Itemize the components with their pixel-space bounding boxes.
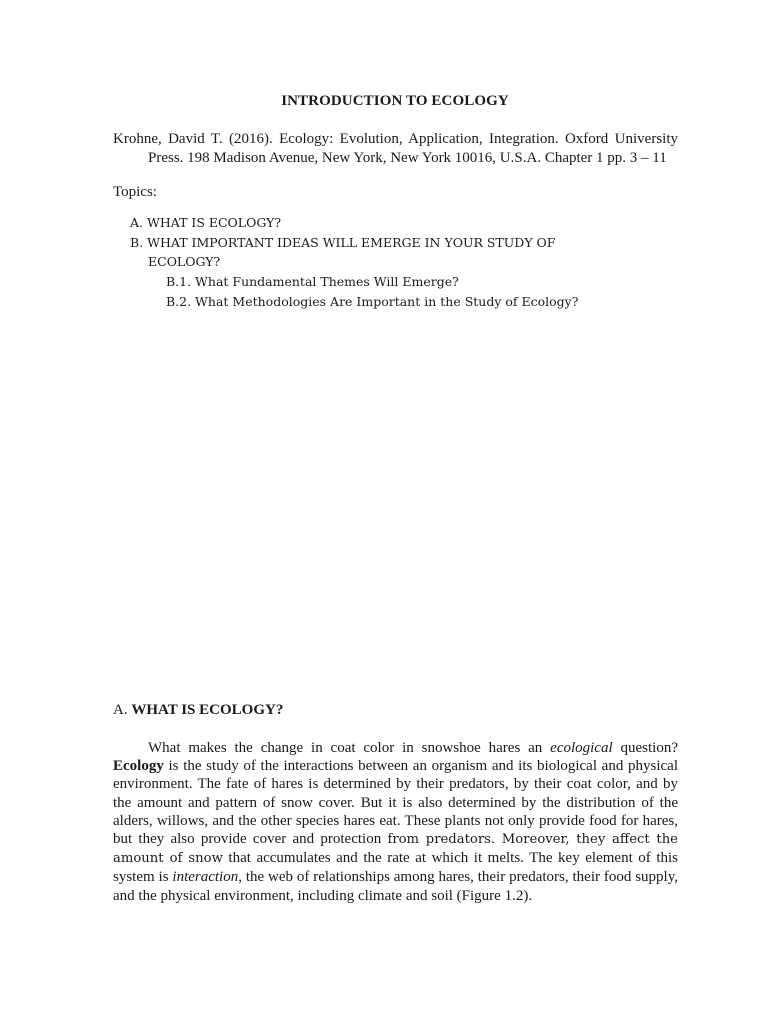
paragraph-text-3: is the study of the interactions between an organism and its biological and physical environment. The fate of hares is determined by their predators, by their coat color, and by the amount and pattern of snow cover. But it is also determined by the distribution of the alders, willows, and the other species hares eat. These plants not only provide food for hares, but they also provide cover and protection <box>113 758 678 848</box>
topic-item-b: B. WHAT IMPORTANT IDEAS WILL EMERGE IN YOUR STUDY OF <box>130 235 556 250</box>
section-a-paragraph <box>113 739 678 905</box>
paragraph-text-5: , the web of relationships among hares, their predators, their food supply, and the physical environment, including climate and soil (Figure 1.2). <box>113 869 678 904</box>
section-a-prefix: A. <box>113 702 132 718</box>
paragraph-em-ecological: ecological <box>550 740 613 756</box>
paragraph-em-interaction: interaction <box>172 869 239 886</box>
section-a-title: WHAT IS ECOLOGY? <box>131 702 284 718</box>
paragraph-text-4: that accumulates and the rate at which it melts. The key element of this system is <box>113 850 678 886</box>
document-title: INTRODUCTION TO ECOLOGY <box>281 93 509 109</box>
paragraph-text-1: What makes the change in coat color in snowshoe hares an <box>148 740 551 756</box>
topic-item-b1: B.1. What Fundamental Themes Will Emerge? <box>166 274 459 289</box>
topics-label: Topics: <box>113 184 157 200</box>
paragraph-text-mixed-font: from predators. Moreover, they affect the amount of snow <box>113 832 678 867</box>
topic-item-b2: B.2. What Methodologies Are Important in the Study of Ecology? <box>166 294 579 309</box>
paragraph-bold-ecology: Ecology <box>113 758 164 775</box>
paragraph-text-2: question? <box>612 740 678 756</box>
topic-item-a: A. WHAT IS ECOLOGY? <box>130 215 282 230</box>
section-a-heading <box>113 702 283 719</box>
citation-line-1: Krohne, David T. (2016). Ecology: Evolution, Application, Integration. Oxford University <box>113 131 678 147</box>
topic-item-b-continued: ECOLOGY? <box>148 254 221 269</box>
citation-line-2: Press. 198 Madison Avenue, New York, New York 10016, U.S.A. Chapter 1 pp. 3 – 11 <box>148 150 667 166</box>
citation <box>113 130 678 168</box>
